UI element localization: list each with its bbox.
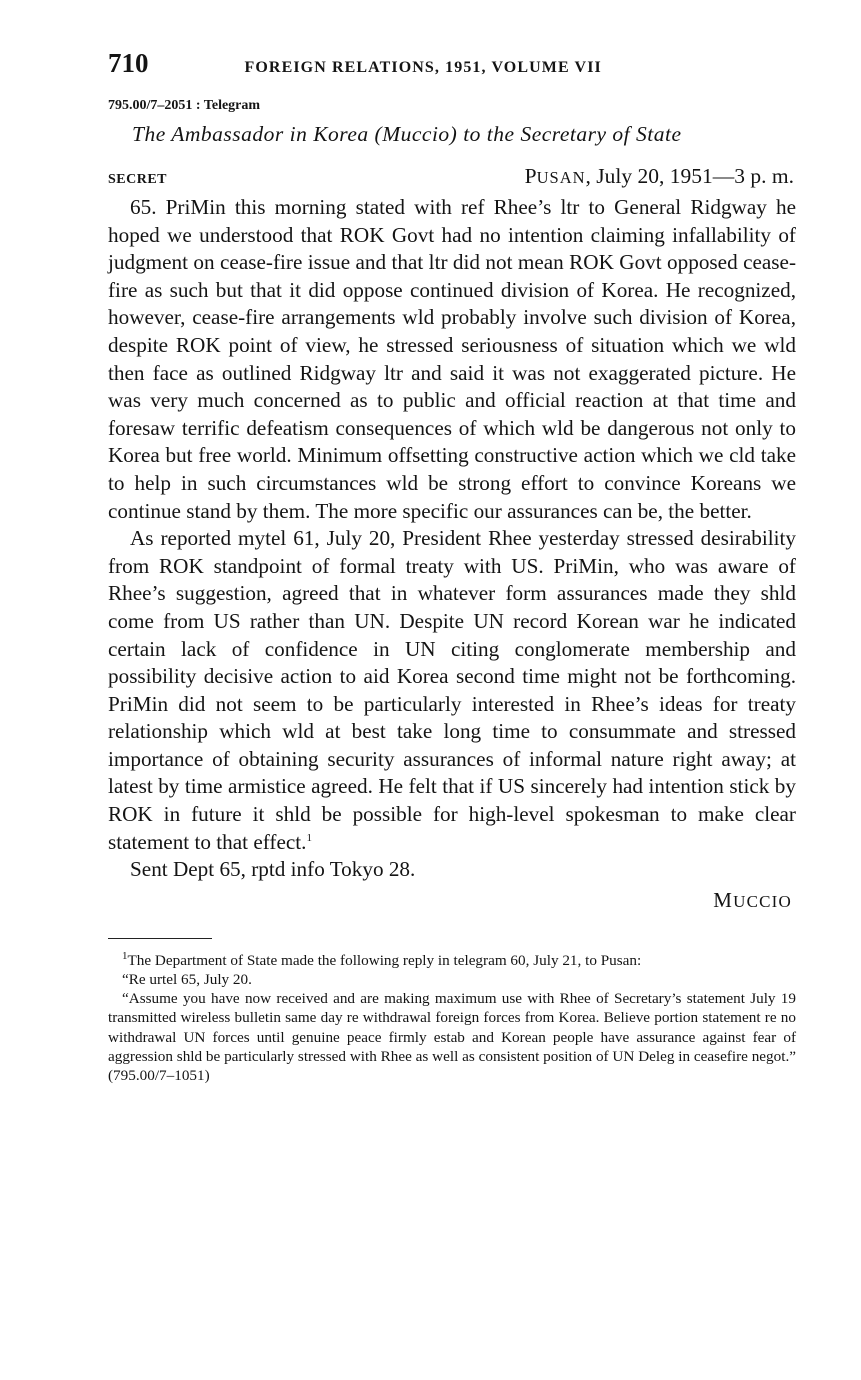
signature-rest: UCCIO [733, 891, 792, 911]
body-paragraph-text: As reported mytel 61, July 20, President Rhee yesterday stressed desirability from ROK standpoint of formal treaty with US. PriMin, who was aware of Rhee’s suggestion, agreed that in whatever form assurances made they shld come from US rather than UN. Despite UN record Korean war he indicated certain lack of confidence in UN citing conglomerate membership and possibility decisive action to aid Korea second time might not be forthcoming. PriMin did not seem to be particularly interested in Rhee’s ideas for treaty relationship which wld at best take long time to consummate and stressed importance of obtaining security assurances of informal nature right away; at latest by time armistice agreed. He felt that if US sincerely had intention stick by ROK in future it shld be possible for high-level spokesman to make clear statement to that effect. [108, 526, 796, 854]
body-paragraph: 65. PriMin this morning stated with ref Rhee’s ltr to General Ridgway he hoped we understood that ROK Govt had no intention claiming infallability of judgment on cease-fire issue and that ltr did not mean ROK Govt opposed cease-fire as such but that it did oppose continued division of Korea. He recognized, however, cease-fire arrangements wld probably involve such division of Korea, despite ROK point of view, he stressed seriousness of situation which we wld then face as outlined Ridgway ltr and said it was not exaggerated picture. He was very much concerned as to public and official reaction at that time and foresaw terrific defeatism consequences of which wld be dangerous not only to Korea but free world. Minimum offsetting constructive action which we cld take to help in such circumstances wld be strong effort to convince Koreans we continue stand by them. The more specific our assurances can be, the better. [108, 195, 796, 523]
dateline-row [108, 164, 796, 194]
running-head: FOREIGN RELATIONS, 1951, VOLUME VII [244, 59, 602, 76]
telegram-body [108, 194, 796, 884]
footnote-marker: 1 [122, 949, 128, 962]
footnote-quote-ref: “Re urtel 65, July 20. [122, 971, 252, 989]
closing-line: Sent Dept 65, rptd info Tokyo 28. [130, 857, 416, 882]
place-initial: P [524, 164, 537, 188]
body-paragraph [108, 525, 796, 856]
file-reference: 795.00/7–2051 : Telegram [108, 98, 261, 113]
footnotes [108, 951, 796, 1085]
place-rest: USAN [536, 168, 586, 187]
footnote-reference[interactable]: 1 [306, 831, 312, 844]
footnote-intro-text: The Department of State made the following reply in telegram 60, July 21, to Pusan: [127, 951, 642, 969]
footnote-intro [108, 951, 796, 970]
document-page [108, 48, 796, 1085]
page-number: 710 [108, 48, 149, 78]
date-time: , July 20, 1951—3 p. m. [585, 164, 794, 188]
page-header [108, 48, 796, 82]
dateline [525, 164, 796, 189]
signature-initial: M [713, 887, 734, 912]
footnote-divider [108, 938, 212, 939]
document-title: The Ambassador in Korea (Muccio) to the Secretary of State [132, 122, 682, 146]
signature [108, 888, 796, 916]
footnote-quote-body: “Assume you have now received and are making maximum use with Rhee of Secretary’s statement July 19 transmitted wireless bulletin same day re withdrawal foreign forces from Korea. Believe portion statement re no withdrawal UN forces until genuine peace firmly estab and Korean people have assurance against fear of aggression shld be particularly stressed with Rhee as well as consistent position of UN Deleg in ceasefire negot.” (795.00/7–1051) [108, 990, 796, 1085]
classification-label: SECRET [108, 172, 168, 187]
